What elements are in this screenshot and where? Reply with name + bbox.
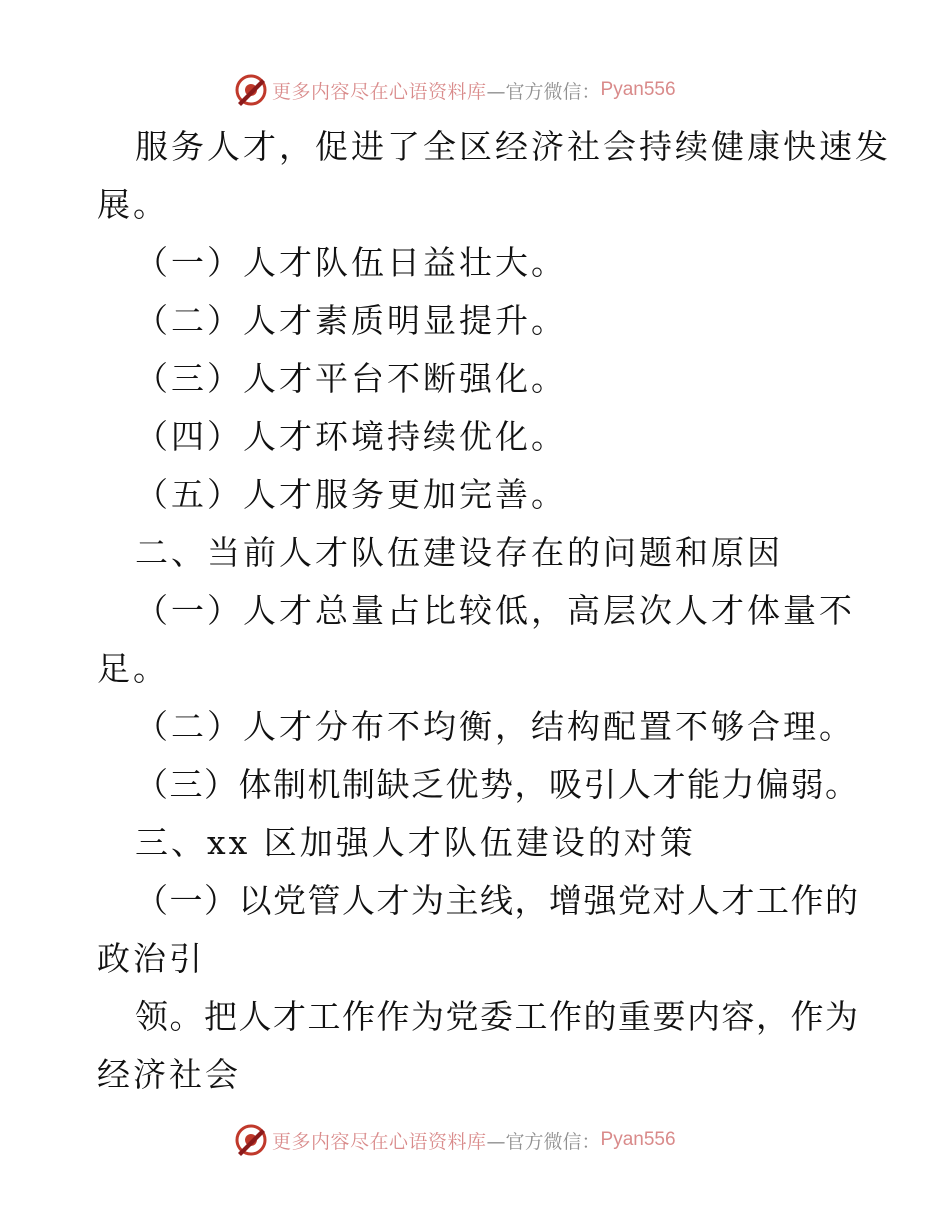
pen-logo-icon [234,1123,268,1157]
section-heading: 二、当前人才队伍建设存在的问题和原因 [135,533,783,572]
paragraph-line: 展。 [97,185,169,224]
list-item: （四）人才环境持续优化。 [135,417,567,456]
watermark-sub: —官方微信： [486,80,601,103]
pen-logo-icon [234,73,268,107]
watermark-sub: —官方微信： [486,1130,601,1153]
paragraph-line: 服务人才，促进了全区经济社会持续健康快速发 [135,127,891,166]
watermark-brand: 更多内容尽在心语资料库 [272,80,487,103]
list-item: （二）人才分布不均衡，结构配置不够合理。 [135,707,855,746]
list-item: （一）以党管人才为主线，增强党对人才工作的 [135,881,860,920]
paragraph-line: 经济社会 [97,1055,241,1094]
footer-watermark [234,1122,676,1158]
list-item: （三）人才平台不断强化。 [135,359,567,398]
list-item: （五）人才服务更加完善。 [135,475,567,514]
watermark-wechat-id: Pyan556 [600,79,676,100]
paragraph-line: 领。把人才工作作为党委工作的重要内容，作为 [135,997,860,1036]
document-body [97,118,891,1104]
watermark-wechat-id: Pyan556 [600,1129,676,1150]
list-item: （三）体制机制缺乏优势，吸引人才能力偏弱。 [135,765,860,804]
list-item: （一）人才总量占比较低，高层次人才体量不 [135,591,855,630]
watermark-brand: 更多内容尽在心语资料库 [272,1130,487,1153]
list-item: （一）人才队伍日益壮大。 [135,243,567,282]
paragraph-line: 足。 [97,649,169,688]
header-watermark [234,72,676,108]
paragraph-line: 政治引 [97,939,205,978]
section-heading: 三、xx 区加强人才队伍建设的对策 [135,823,696,862]
list-item: （二）人才素质明显提升。 [135,301,567,340]
